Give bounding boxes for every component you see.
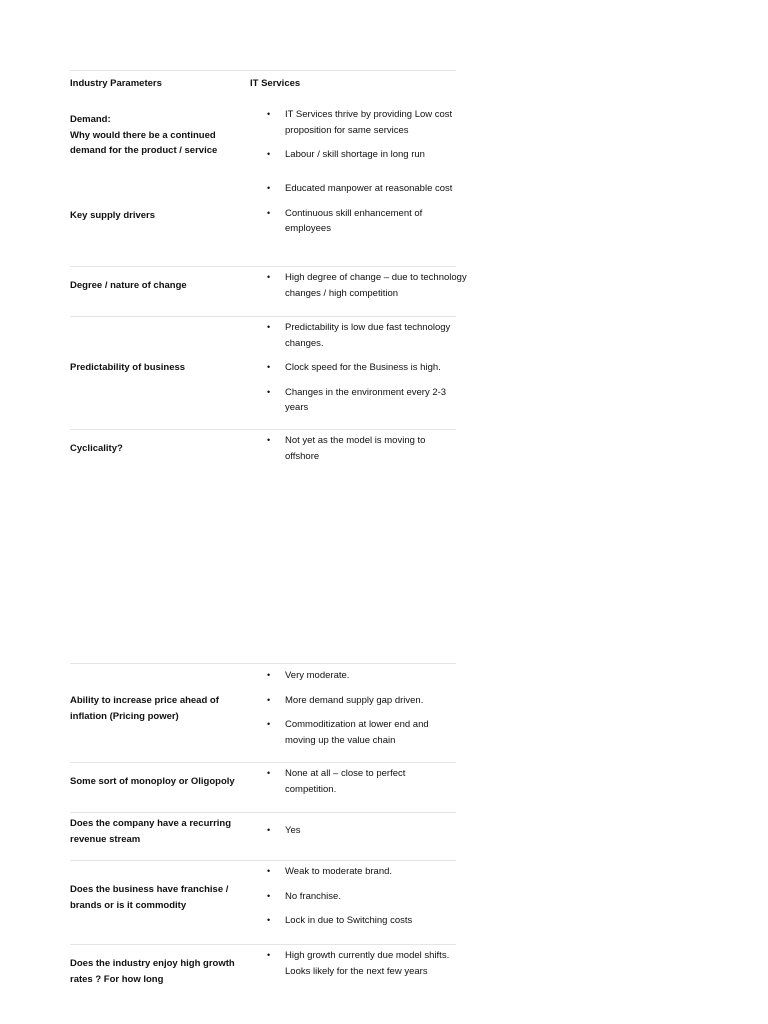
- bullet-icon: •: [267, 719, 271, 729]
- values-recurring-revenue: [267, 823, 459, 848]
- table-row-monopoly: [70, 762, 456, 813]
- header-it-services: IT Services: [250, 78, 301, 89]
- table-row-pricing-power: [70, 663, 456, 763]
- list-item: • No franchise.: [267, 889, 459, 905]
- param-recurring-revenue: [70, 816, 240, 847]
- param-monopoly: [70, 774, 240, 790]
- bullet-icon: •: [267, 890, 271, 901]
- list-item: • More demand supply gap driven.: [267, 693, 459, 709]
- param-predictability: [70, 360, 240, 376]
- bullet-icon: •: [267, 950, 271, 960]
- table-header-row: [70, 70, 456, 101]
- param-franchise: [70, 882, 240, 913]
- bullet-icon: •: [267, 322, 271, 332]
- table-row-degree-change: [70, 266, 467, 317]
- list-item: • Lock in due to Switching costs: [267, 913, 459, 929]
- header-industry-parameters: Industry Parameters: [70, 78, 162, 89]
- values-demand: [267, 107, 459, 172]
- param-line: demand for the product / service: [70, 145, 218, 156]
- list-item: • Clock speed for the Business is high.: [267, 360, 459, 376]
- list-item: • Yes: [267, 823, 459, 839]
- bullet-icon: •: [267, 915, 271, 925]
- values-growth-rates: [267, 948, 459, 988]
- bullet-icon: •: [267, 207, 271, 218]
- list-item: • Changes in the environment every 2-3 years: [267, 386, 447, 413]
- param-demand: [70, 112, 240, 159]
- bullet-icon: •: [267, 825, 271, 835]
- param-cyclicality: [70, 441, 240, 457]
- values-monopoly: [267, 766, 459, 806]
- param-growth-rates: [70, 956, 240, 987]
- bullet-icon: •: [267, 272, 271, 282]
- list-item: • Continuous skill enhancement of employees: [267, 207, 423, 234]
- list-item: • High degree of change – due to technology changes / high competition: [267, 272, 467, 299]
- list-item: • None at all – close to perfect competition.: [267, 768, 406, 795]
- list-item: • Weak to moderate brand.: [267, 864, 459, 880]
- list-item: • Not yet as the model is moving to offshore: [267, 435, 426, 462]
- param-line: Degree / nature of change: [70, 280, 187, 291]
- list-item: • High growth currently due model shifts. Looks likely for the next few years: [267, 950, 450, 977]
- list-item: • Predictability is low due fast technology changes.: [267, 322, 451, 349]
- list-item: • Educated manpower at reasonable cost: [267, 181, 459, 197]
- bullet-icon: •: [267, 768, 271, 778]
- values-cyclicality: [267, 433, 459, 473]
- bullet-icon: •: [267, 694, 271, 705]
- list-item: • IT Services thrive by providing Low cost proposition for same services: [267, 109, 453, 136]
- param-degree-change: [70, 278, 240, 294]
- values-degree-change: [267, 270, 467, 310]
- bullet-icon: •: [267, 362, 271, 372]
- param-line: rates ? For how long: [70, 973, 164, 985]
- table-row-cyclicality: [70, 429, 456, 490]
- bullet-icon: •: [267, 183, 271, 193]
- param-line: Some sort of monoploy or Oligopoly: [70, 776, 235, 787]
- param-line: Demand:: [70, 114, 111, 125]
- param-line: Does the business have franchise /: [70, 884, 229, 895]
- param-line: Ability to increase price ahead of: [70, 695, 219, 706]
- bullet-icon: •: [267, 670, 271, 680]
- param-line: Cyclicality?: [70, 443, 123, 454]
- bullet-icon: •: [267, 386, 271, 397]
- param-key-supply: [70, 208, 240, 224]
- bullet-icon: •: [267, 435, 271, 445]
- list-item: • Commoditization at lower end and moving up the value chain: [267, 719, 429, 746]
- table-row-growth-rates: [70, 944, 456, 1005]
- table-row-demand: [70, 100, 456, 166]
- bullet-icon: •: [267, 109, 271, 119]
- param-line: inflation (Pricing power): [70, 710, 179, 722]
- param-line: Does the industry enjoy high growth: [70, 958, 235, 969]
- param-line: brands or is it commodity: [70, 899, 187, 911]
- param-line: Does the company have a recurring: [70, 818, 232, 829]
- table-row-key-supply: [70, 175, 456, 265]
- param-line: Why would there be a continued: [70, 129, 216, 141]
- param-line: Predictability of business: [70, 362, 186, 373]
- values-predictability: [267, 320, 459, 425]
- list-item: • Labour / skill shortage in long run: [267, 147, 459, 163]
- bullet-icon: •: [267, 866, 271, 876]
- values-pricing-power: [267, 668, 459, 757]
- param-line: revenue stream: [70, 833, 141, 845]
- table-row-franchise: [70, 860, 456, 945]
- values-key-supply: [267, 181, 459, 246]
- list-item: • Very moderate.: [267, 668, 459, 684]
- table-row-recurring-revenue: [70, 812, 456, 861]
- param-pricing-power: [70, 693, 240, 724]
- table-row-predictability: [70, 316, 456, 430]
- param-line: Key supply drivers: [70, 210, 156, 221]
- values-franchise: [267, 864, 459, 938]
- bullet-icon: •: [267, 149, 271, 159]
